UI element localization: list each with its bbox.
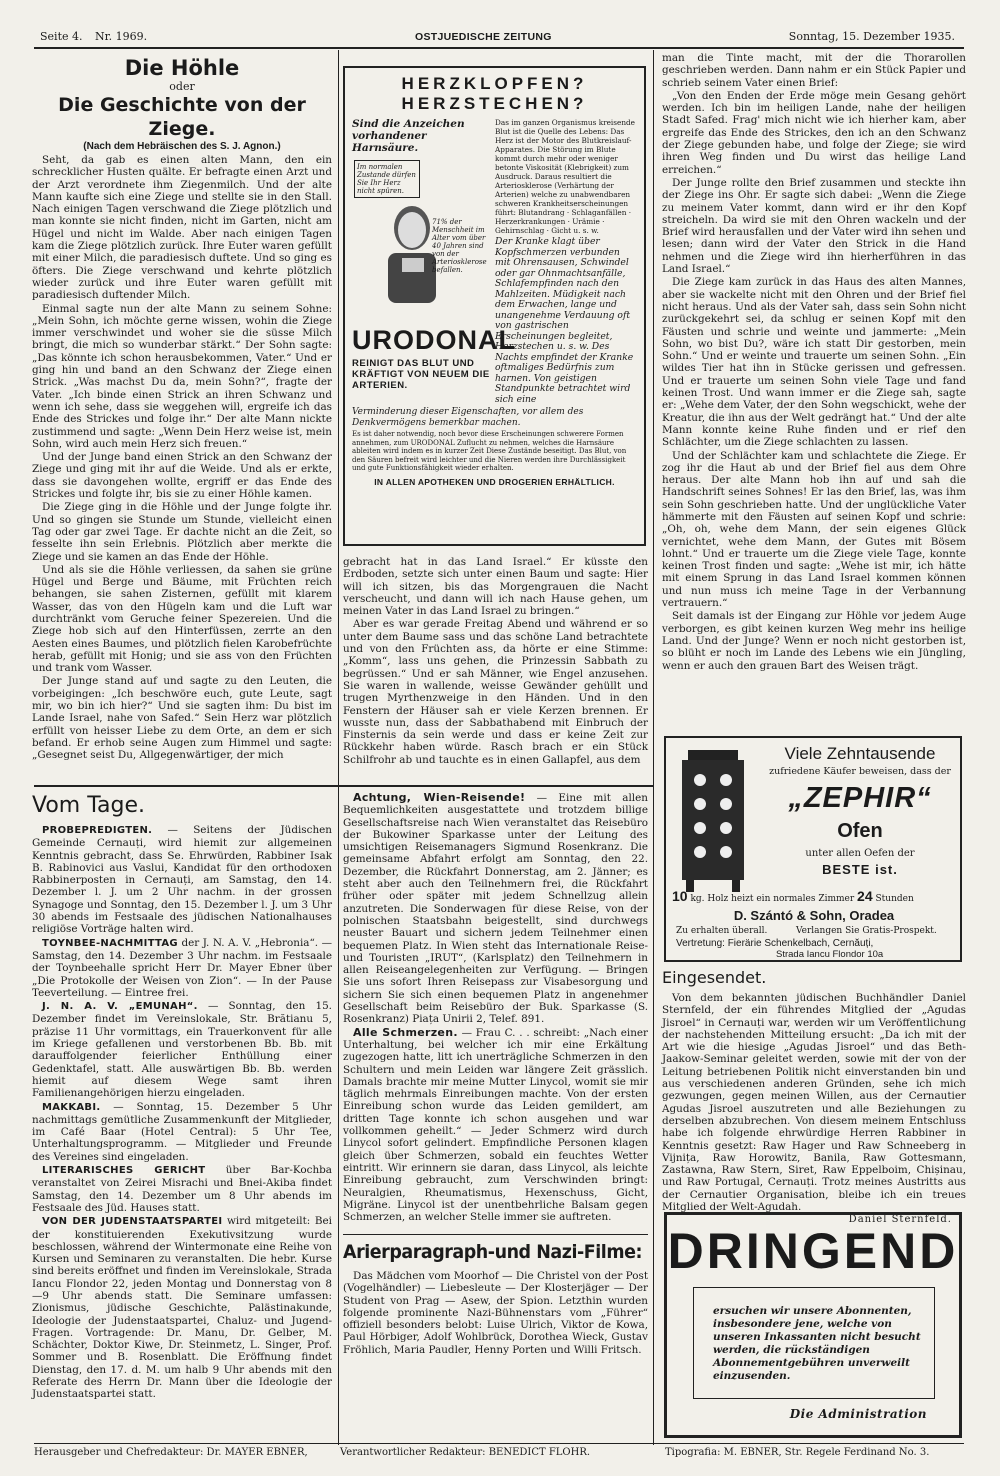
story-paragraph: Aber es war gerade Freitag Abend und während er so unter dem Baume sass und das schöne Land betrachtete und von den Früchten ass, da hörte er eine Stimme: „Komm“, lass uns gehen, die Prinzessin Sabbath zu begrüssen.“ Und er sah Männer, wie Engel anzusehen. Sie waren in wallende, weisse Gewänder gehüllt und trugen Myrthenzweige in den Händen. Und in den Fenstern der Häuser sah er viele Kerzen brennen. Er wusste nun, dass der Sabbathabend mit Einbruch der Finsternis da sein werde und dass er keine Zeit zur Rückkehr haben würde. Rasch brach er ein Stück Schilfrohr ab und tauchte es in einen Gallapfel, aus dem (343, 618, 648, 766)
urodonal-slogan: REINIGT DAS BLUT UND KRÄFTIGT VON NEUEM DIE ARTERIEN. (352, 358, 490, 391)
schmerzen-text: — Frau C. . . schreibt: „Nach einer Unterhaltung, bei welcher ich mir eine Erkältung zugezogen hatte, litt ich unerträgliche Schmerzen in den Schultern und mein Leiden war längere Zeit grässlich. Damals brachte mir meine Mutter Linycol, womit sie mir täglich mehrmals Einreibungen machte. Von der ersten Einreibung schon wurde das Leiden gemildert, am dritten Tage konnte ich schon ausgehen und war vollkommen geheilt.“ — Jeder Schmerz wird durch Linycol sofort gelindert. Empfindliche Personen klagen gleich über Schmerzen, sobald ein feuchtes Wetter eintritt. Wir erinnern sie daran, dass Linycol, als leichte Einreibung gebraucht, zum Verschwinden bringt: Neuralgien, Rheumatismus, Hexenschuss, Gicht, Migräne. Linycol ist der unentbehrliche Balsam gegen Schmerzen, an welcher Stelle immer sie auftreten. (343, 1026, 648, 1224)
section-rule (34, 785, 654, 787)
story-paragraph: „Von den Enden der Erde möge mein Gesang gehört werden. Ich bin im heiligen Lande, nahe der heiligen Stadt Safed. Frag' mich nicht wie ich hierher kam, aber ergreife das Ende des Strickes, den ich an den Schwanz der Ziege gebunden habe, und folge der Ziege; sie wird ihren Weg finden und Du wirst das heilige Land erreichen.“ (662, 89, 966, 176)
urodonal-brand: URODONAL (352, 325, 516, 355)
vom-tage-section (32, 792, 332, 1440)
arier-title: Arierparagraph-und Nazi-Filme: (343, 1241, 642, 1263)
story-paragraph: Der Junge stand auf und sagte zu den Leuten, die vorbeigingen: „Ich beschwöre euch, gute Leute, sagt mir, wo bin ich hier?“ Und sie sagten ihm: Du bist im Lande Israel, nahe von Safed.“ Sein Herz war plötzlich erfüllt von heisser Liebe zu dem Orte, an dem er sich befand. Er erhob seine Augen zum Himmel und sagte: „Gesegnet seist Du, Allgegenwärtiger, der mich (32, 675, 332, 762)
news-keyword: J. N. A. V. „EMUNAH“. (42, 1001, 198, 1013)
zephir-line-4: 10 kg. Holz heizt ein normales Zimmer 24 Stunden (672, 888, 914, 904)
story-paragraph: Der Junge rollte den Brief zusammen und steckte ihn der Ziege ins Ohr. Er sagte sich dabei: „Wenn die Ziege zu meinem Vater kommt, dann wird er ihr den Kopf streicheln. Da wird sie mit den Ohren wackeln und der Brief wird herausfallen und der Vater wird ihn sehen und lesen; dann wird der Vater den Strick in die Hand nehmen und die Ziege wird ihn hierherführen in das Land Israel.“ (662, 176, 966, 276)
story-paragraph: Und als sie die Höhle verliessen, da sahen sie grüne Hügel und Berge und Bäume, mit Früchten reich behangen, sie sahen Zisternen, gefüllt mit klarem Wasser, das von den Hügeln kam und die Luft war durchtränkt vom Geruche feiner Spezereien. Und die Ziege hob sich auf den Hinterfüssen, zerrte an den Aesten eines Baumes, und plötzlich fielen Karobefrüchte herab, gefüllt mit Honig; und sie ass von den Früchten und trank vom Wasser. (32, 563, 332, 675)
urodonal-symptoms: Der Kranke klagt über Kopfschmerzen verbunden mit Ohrensausen, Schwindel oder gar Ohnmachtsanfälle, Schlafempfinden nach den Mahlzeiten. Müdigkeit nach dem Erwachen, lange und unangenehme Verdauung oft von gastrischen Erscheinungen begleitet, Herzstechen u. s. w. Des Nachts empfindet der Kranke oftmaliges Bedürfnis zum harnen. Von geistigen Standpunkte betrachtet wird sich eine (495, 236, 634, 405)
story-paragraph: Und der Junge band einen Strick an den Schwanz der Ziege und ging mit ihr auf die Weide. Und als er erkte, dass sie davongehen wollte, ergriff er das Ende des Strickes und folgte ihr, bis sie zu einer Höhle kamen. (32, 451, 332, 501)
dringend-text: ersuchen wir unsere Abonnenten, insbesondere jene, welche von unseren Inkassanten nicht besucht werden, die rückständigen Abonnementgebühren unverweilt einzusenden. (713, 1305, 921, 1382)
dringend-title: DRINGEND (667, 1223, 959, 1279)
story-subtitle: Die Geschichte von der Ziege. (58, 94, 306, 140)
urodonal-bottom-1: Verminderung dieser Eigenschaften, vor allem des Denkvermögens bemerkbar machen. (352, 407, 584, 428)
column-rule-1 (338, 50, 339, 1445)
achtung-keyword: Achtung, Wien-Reisende! (353, 791, 526, 804)
urodonal-stat: 71% der Menschheit im Alter vom über 40 Jahren sind von der Arteriosklerose befallen. (432, 218, 487, 274)
urodonal-footer: IN ALLEN APOTHEKEN UND DROGERIEN ERHÄLTLICH. (374, 476, 615, 487)
story-column-1 (32, 56, 332, 784)
eingesendet-text: Von dem bekannten jüdischen Buchhändler Daniel Sternfeld, der ein führendes Mitglied der „Agudas Jisroel“ in Cernauți war, werden wir um Veröffentlichung der nachstehenden Mitteilung ersucht: „Da ich mit der Art wie die hiesige „Agudas Jisroel“ und das Beth-Jaakow-Seminar geleitet werden, sowie mit der von der Leitung betriebenen Politik nicht einverstanden bin und aus verschiedenen anderen Gründen, sehe ich mich gezwungen, gegen meinen Willen, aus der Cernautier Agudas Jisroel auszutreten und alle Beziehungen zu derselben abzubrechen. Von diesem meinem Entschluss habe ich folgende ehrwürdige Herren Rabbiner in Kenntnis gesetzt: Raw Hager und Raw Schneeberg in Vijnița, Raw Horowitz, Banila, Raw Gottesmann, Zastawna, Raw Stern, Siret, Raw Eppelboim, Chișinau, und Raw Portugal, Cernauți. Trotz meines Austritts aus der Cernautier Organisation, bleibe ich ein treues Mitglied der Welt-Agudah. (662, 992, 966, 1214)
issue-number: Nr. 1969. (95, 30, 148, 43)
schmerzen-keyword: Alle Schmerzen. (353, 1025, 458, 1039)
zephir-vertretung: Vertretung: Fierärie Schenkelbach, Cernăuți, (676, 938, 874, 949)
vom-tage-title: Vom Tage. (32, 793, 145, 818)
news-keyword: VON DER JUDENSTAATSPARTEI (42, 1216, 223, 1228)
dringend-sign: Die Administration (789, 1407, 927, 1421)
footer-editor: Verantwortlicher Redakteur: BENEDICT FLOHR. (340, 1447, 591, 1458)
story-paragraph: Einmal sagte nun der alte Mann zu seinem Sohne: „Mein Sohn, ich möchte gerne wissen, wohin die Ziege immer verschwindet und woher sie die süsse Milch bringt, die mich so wunderbar stärkt.“ Der Sohn sagte: „Das könnte ich schon herausbekommen, Vater.“ Und er ging hin und band an den Schwanz der Ziege einen Strick. „Was machst Du da, mein Sohn?“, fragte der Vater. „Ich binde einen Strick an ihren Schwanz und wenn ich sehe, dass sie weggehen will, ergreife ich das Ende des Strickes und folge ihr.“ Der alte Mann nickte zustimmend und sagte: „Wenn Dein Herz weise ist, mein Sohn, wird auch mein Herz sich freuen.“ (32, 302, 332, 450)
story-column-2 (343, 556, 648, 784)
arier-section (343, 1240, 648, 1440)
news-text: — Seitens der Jüdischen Gemeinde Cernauți, wird hiemit zur allgemeinen Kenntnis gebracht, dass Se. Ehrwürden, Rabbiner Isak B. Rabinovici aus Vaslui, Kandidat für den orthodoxen Rabbinerposten in Cernauți, am Samstag, den 14. Dezember l. J. um 2 Uhr nachm. in der grossen Synagoge und Sonntag, den 15. Dezember l. J. um 3 Uhr 30 abends im Festsaale des jüdischen Nationalhauses religiöse Vorträge halten wird. (32, 824, 332, 936)
footer-printer: Tipografia: M. EBNER, Str. Regele Ferdinand No. 3. (665, 1447, 930, 1458)
zephir-firm: D. Szántó & Sohn, Oradea (733, 908, 895, 923)
zephir-advertisement[interactable] (664, 736, 962, 962)
story-paragraph: Seht, da gab es einen alten Mann, den ein schrecklicher Husten quälte. Er befragte einen Arzt und der Arzt verordnete ihm Ziegenmilch. Und der alte Mann kaufte sich eine Ziege und stellte sie in den Stall. Nach einigen Tagen verschwand die Ziege plötzlich und man konnte sie nicht finden, nicht im Garten, nicht am Hügel und nicht im Walde. Aber nach einigen Tagen kam die Ziege plötzlich zurück. Ihre Euter waren gefüllt mit einer Milch, die paradiesisch duftete. Und so ging es öfters. Die Ziege verschwand und kehrte plötzlich wieder zurück und ihre Euter waren gefüllt mit paradiesisch duftender Milch. (32, 154, 332, 302)
urodonal-box-normal: Im normalen Zustande dürfen Sie Ihr Herz nicht spüren. (354, 160, 420, 198)
zephir-address: Strada Iancu Flondor 10a (776, 949, 884, 960)
urodonal-advertisement[interactable] (343, 66, 646, 546)
story-paragraph: Die Ziege ging in die Höhle und der Junge folgte ihr. Und so gingen sie Stunde um Stunde, vielleicht einen Tag oder gar zwei Tage. Er dachte nicht an die Zeit, so fesselte ihn sein Erlebnis. Plötzlich aber merkte die Ziege und sie kamen an das Ende der Höhle. (32, 501, 332, 563)
urodonal-intro: Sind die Anzeichen vorhandener Harnsäure. (352, 118, 465, 154)
news-text: wird mitgeteilt: Bei der konstituierenden Exekutivsitzung wurde beschlossen, während der Wintermonate eine Reihe von Kursen und Seminaren zu veranstalten. Die hebr. Kurse sind bereits eröffnet und finden im Vereinslokale, Strada Iancu Flondor 22, jeden Montag und Donnerstag von 8—9 Uhr abends statt. Die Seminare umfassen: Zionismus, jüdische Geschichte, Palästinakunde, Ideologie der Judenstaatspartei, Chaluz- und Jugend-Fragen. Vortragende: Dr. Manu, Dr. Gelber, M. Schächter, Doktor Kiwe, Dr. Steinmetz, L. Singer, Prof. Sommer und B. Rosenblatt. Die Eröffnung findet Dienstag, den 17. d. M. um halb 9 Uhr abends mit den Referate des Herrn Dr. Mann über die Ideologie der Judenstaatspartei statt. (32, 1215, 332, 1401)
news-keyword: MAKKABI. (42, 1101, 101, 1113)
zephir-brand: „ZEPHIR“ (788, 782, 932, 814)
story-paragraph: gebracht hat in das Land Israel.“ Er küsste den Erdboden, setzte sich unter einen Baum und sagte: Hier will ich sitzen, bis das Morgengrauen die Nacht verscheucht, und dann will ich nach Hause gehen, um meinen Vater in das Land Israel zu bringen.“ (343, 556, 648, 618)
footer-rule (34, 1443, 964, 1444)
urodonal-body: Das im ganzen Organismus kreisende Blut ist die Quelle des Lebens: Das Herz ist der Motor des Blutkreislauf-Apparates. Die Störung im Blute kommt durch mehr oder weniger betonte Viskosität (Klebrigkeit) zum Ausdruck. Daraus resultiert die Arteriosklerose (Verhärtung der Arterien) welche zu unabwendbaren schweren Krankheitserscheinungen führt: Blutandrang · Schlaganfällen · Herzerkrankungen · Urämie · Gehirnschlag · Gicht u. s. w. (495, 118, 636, 235)
story-paragraph: Die Ziege kam zurück in das Haus des alten Mannes, aber sie wackelte nicht mit den Ohren und der Brief fiel nicht heraus. Und als der Vater sah, dass sein Sohn nicht zurückgekehrt sei, da schlug er seinen Kopf mit den Fäusten und schrie und weinte und jammerte: „Mein Sohn, wo bist Du?, wäre ich statt Dir gestorben, mein Sohn.“ Und er weinte und trauerte um seinen Sohn. „Ein wildes Tier hat ihn in Stücke gerissen und gefressen. Und er trauerte um seinen Sohn viele Tage und fand keinen Trost. Und wann immer er die Ziege sah, sagte er: „Wehe dem Vater, der den Sohn wegschickt, wehe der Kreatur, die ihn aus der Welt gedrängt hat.“ Und der alte Mann konnte keine Ruhe finden und er rief den Schlächter, um die Ziege schlachten zu lassen. (662, 276, 966, 449)
zephir-zu-erhalten: Zu erhalten überall. (676, 926, 768, 936)
stove-icon (674, 746, 752, 896)
story-paragraph: Seit damals ist der Eingang zur Höhle vor jedem Auge verborgen, es gibt keinen kurzen Weg mehr ins heilige Land. Und der Junge? Wenn er noch nicht gestorben ist, so blüht er noch im Lande des Lebens wie ein Jüngling, wenn er auch den grauen Bart des Weisen trägt. (662, 610, 966, 672)
arier-rule (343, 1234, 648, 1235)
news-text: — Sonntag, den 15. Dezember findet im Vereinslokale, Str. Brătianu 5, präzise 11 Uhr vormittags, ein Trauerkonvent für alle im Kriege gefallenen und verstorbenen Bb. Bb. mit darauffolgender feierlicher Enthüllung einer Gedenktafel, statt. Alle auswärtigen Bb. Bb. werden hiemit auf diesem Wege samt ihren Familienangehörigen hierzu eingeladen. (32, 1000, 332, 1100)
zephir-ofen: Ofen (837, 820, 883, 842)
news-keyword: TOYNBEE-NACHMITTAG (42, 937, 178, 949)
heart-illustration (352, 158, 490, 323)
masthead: OSTJUEDISCHE ZEITUNG (415, 31, 552, 43)
dringend-notice[interactable] (664, 1212, 962, 1438)
page-number: Seite 4. (40, 30, 83, 43)
urodonal-headline-2: HERZSTECHEN? (401, 94, 588, 113)
arier-text: Das Mädchen vom Moorhof — Die Christel von der Post (Vogelhändler) — Liebesleute — Der Klosterjäger — Der Student von Prag — Asew, der Spion. Letzthin wurden folgende prominente Nazi-Bühnenstars vom „Führer“ offiziell besonders belobt: Luise Ulrich, Viktor de Kowa, Paul Hörbiger, Adolf Wohlbrück, Dorothea Wieck, Gustav Fröhlich, Maria Paudler, Henny Porten und Willi Fritsch. (343, 1270, 648, 1356)
urodonal-bottom-2: Es ist daher notwendig, noch bevor diese Erscheinungen schwerere Formen annehmen, zum URODONAL Zuflucht zu nehmen, welches die Harnsäure ableiten wird indem es in kurzer Zeit Diese Zustände beseitigt. Das Blut, von den Säuren befreit wird leichter und die Nieren werden ihre Durchlässigkeit und gute Funktionsfähigkeit wieder erhalten. (352, 430, 627, 472)
footer-publisher: Herausgeber und Chefredakteur: Dr. MAYER EBNER, (34, 1447, 308, 1458)
header-rule (34, 47, 964, 49)
eingesendet-title: Eingesendet. (662, 968, 767, 987)
news-text: — Sonntag, 15. Dezember 5 Uhr nachmittags gemütliche Zusammenkunft der Mitglieder, im Café Baar (Hotel Central): 5 Uhr Tee, Unterhaltungsprogramm. — Mitglieder und Freunde des Vereines sind eingeladen. (32, 1100, 332, 1163)
urodonal-headline-1: HERZKLOPFEN? (401, 74, 588, 93)
story-byline: (Nach dem Hebräischen des S. J. Agnon.) (83, 141, 281, 152)
story-paragraph: man die Tinte macht, mit der die Thorarollen geschrieben werden. Dann nahm er ein Stück Papier und schrieb seinem Vater einen Brief: (662, 52, 966, 89)
achtung-text: — Eine mit allen Bequemlichkeiten ausgestattete und trotzdem billige Gesellschaftsreise nach Wien veranstaltet das Reisebüro der Bukowiner Sparkasse unter der Leitung des umsichtigen Reisemanagers Sigmund Rosenkranz. Die gemeinsame Abfahrt erfolgt am Sonntag, den 22. Dezember, die Rückfahrt Donnerstag, am 2. Jänner; es steht aber auch den Teilnehmern frei, die Rückfahrt früher oder später mit jedem Schnellzug allein anzutreten. Die Sonderwagen für diese Reise, von der polnischen Staatsbahn beigestellt, sind durchwegs neuster Bauart und sichern jedem Teilnehmer einen bequemen Platz. In Wien steht das Internationale Reise- und Touristen „IRUT“, (Karlsplatz) den Teilnehmern in allen Reiseangelegenheiten zur Verfügung. — Bringen Sie uns sofort Ihren Reisepass zur Visabesorgung und sichern Sie sich einen bequemen Platz in angenehmer Gesellschaft beim Reisebüro der Buk. Sparkasse (S. Rosenkranz) Piața Unirii 2, Telef. 891. (343, 792, 648, 1026)
story-title: Die Höhle (124, 56, 240, 80)
story-paragraph: Und der Schlächter kam und schlachtete die Ziege. Er zog ihr die Haut ab und der Brief fiel aus dem Ohre heraus. Der alte Mann hob ihn auf und sah die Handschrift seines Sohnes! Er las den Brief, las, was ihm sein Sohn geschrieben hatte. Und der unglückliche Vater hämmerte mit den Fäusten auf seinen Kopf und schrie: „Oh, oh, wehe dem Mann, der sein eigenes Glück vernichtet, wehe dem Mann, der Gutes mit Bösem lohnt.“ Und er trauerte um die Ziege viele Tage, konnte keinen Trost finden und sagte: „Wehe ist mir, ich hätte mit einem Sprung in das Land Israel kommen können und nun muss ich meine Tage in der Verbannung vertrauern.“ (662, 449, 966, 610)
news-keyword: LITERARISCHES GERICHT (42, 1165, 206, 1177)
story-oder: oder (169, 80, 195, 93)
zephir-beste: BESTE ist. (822, 862, 898, 877)
zephir-prospekt: Verlangen Sie Gratis-Prospekt. (796, 926, 937, 936)
news-text: über Bar-Kochba veranstaltet von Zeirei Misrachi und Bnei-Akiba findet Samstag, den 14. Dezember um 8 Uhr abends im Festsaale des Jüd. Hauses statt. (32, 1164, 332, 1214)
zephir-line-1: Viele Zehntausende (784, 744, 936, 763)
issue-date: Sonntag, 15. Dezember 1935. (788, 30, 955, 43)
news-keyword: PROBEPREDIGTEN. (42, 825, 153, 836)
zephir-line-3: unter allen Oefen der (805, 848, 915, 859)
story-column-3 (662, 52, 966, 722)
news-text: der J. N. A. V. „Hebronia“. — Samstag, den 14. Dezember 3 Uhr nachm. im Festsaale der Toynbeehalle spricht Herr Dr. Mayer Ebner über „Die Protokolle der Weisen von Zion“. — In der Pause Teeverteilung. — Eintree frei. (32, 936, 332, 999)
column-rule-2 (653, 50, 654, 1445)
eingesendet-section (662, 968, 966, 1226)
middle-lower-section (343, 792, 648, 1232)
eingesendet-signature: Daniel Sternfeld. (848, 1214, 952, 1226)
zephir-line-2: zufriedene Käufer beweisen, dass der (769, 766, 951, 777)
